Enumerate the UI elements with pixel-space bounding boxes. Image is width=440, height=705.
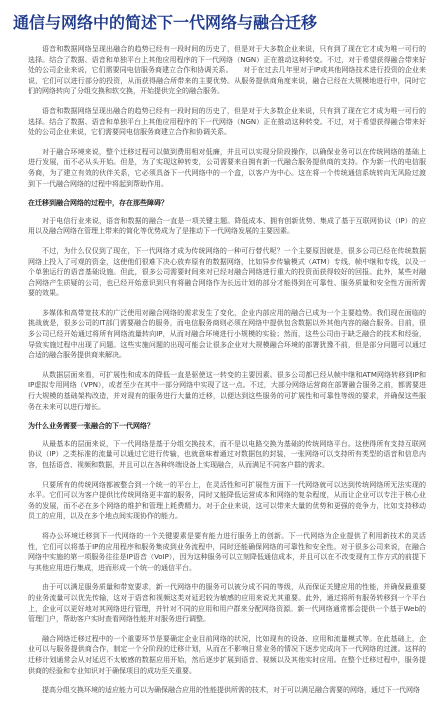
section-heading: 在迁移到融合网络的过程中，存在那些障碍？ [28, 199, 168, 208]
document-title: 通信与网络中的简述下一代网络与融合迁移 [13, 13, 318, 32]
body-paragraph: 只要所有的传统网络都被整合到一个统一的平台上，在灵活性和可扩展性方面下一代网络就可以达到传统网络所无法实现的水平。它们可以为客户提供比传统网络更丰富的服务，同时又能降低运营成本和网络的复杂程度，从而让企业可以专注于核心业务的发展，而不必在多个网络的维护和管理上耗费精力。对于企业来说，这可以带来大量的优势和更强的竞争力，比如支持移动员工的应用，以及在多个地点间实现协作的能力。 [28, 480, 426, 521]
section-heading: 为什么业务需要一张融合的下一代网络？ [28, 422, 154, 431]
body-paragraph: 将办公环境迁移到下一代网络的一个关键要素是要有能力进行服务上的创新。下一代网络为企业提供了利用新技术的灵活性，它们可以将基于IP的应用程序和服务集成到业务流程中，同时还能确保网络的可靠性和安全性。对于很多公司来说，在融合网络中实施的第一项服务往往是IP语音（VoIP），因为这种服务可以立刻降低通信成本，并且可以在不改变现有工作方式的前提下与其他应用进行集成，进而形成一个统一的通信平台。 [28, 531, 426, 572]
body-paragraph: 语音和数据网络呈现出融合的趋势已经有一段时间的历史了，但是对于大多数企业来说，只有到了现在它才成为唯一可行的选择。结合了数据、语音和单独平台上其他应用程序的下一代网络（NGN）正在推动这种转变。不过，对于希望获得融合带来好处的公司企业来说，它们需要同电信服务商建立合作和协调关系。 [28, 106, 426, 137]
body-paragraph: 从数据层面来看，可扩展性和成本的降低一直是驱使这一转变的主要因素。很多公司都已经从帧中继和ATM网络转移到IP和IP虚拟专用网络（VPN），或者至少在其中一部分网络中实现了这一点。不过，大部分网络运营商在部署融合服务之前，都需要进行大规模的基础架构改造，并对现有的服务进行大量的迁移，以便达到这些服务的可扩展性和可靠性等级的要求，并确保这些服务在未来可以进行增长。 [28, 370, 426, 411]
body-paragraph: 语音和数据网络呈现出融合的趋势已经有一段时间的历史了，但是对于大多数企业来说，只有到了现在它才成为唯一可行的选择。结合了数据、语音和单独平台上其他应用程序的下一代网络（NGN）正在推动这种转变。不过，对于希望获得融合带来好处的公司企业来说，它们需要同电信服务商建立合作和协调关系。 对于在过去几年里对于IP或其他网络技术进行投资的企业来说，它们可以进行部分的投资，从而获得融合所带来的主要优势。从服务提供商角度来说，融合已经在大规模地进行中，同时它们的网络转向了分组交换和软交换，开始提供完全的融合服务。 [28, 45, 426, 96]
body-paragraph: 从最基本的层面来说，下一代网络是基于分组交换技术，而不是以电路交换为基础的传统网络平台。这使得所有支持互联网协议（IP）之类标准的流量可以通过它进行传输，也就意味着通过对数据包的封装，一张网络可以支持所有类型的语音和信息内容，包括语音、视频和数据，并且可以在各种终端设备上实现融合，从而满足不同客户群的需求。 [28, 439, 426, 469]
body-paragraph: 对于融合环境来说，整个迁移过程可以做到费用相对低廉，并且可以实现分阶段操作，以确保业务可以在传统网络的基础上进行发展，而不必从头开始。但是，为了实现这种转变，公司需要来自拥有新一代融合服务提供商的支持。作为新一代的电信服务商，为了建立有效的伙伴关系，它必须具备下一代网络中的一个盒，以客户为中心。这在将一个传统通信系统转向无风险过渡到下一代融合网络的过程中将起到帮助作用。 [28, 147, 426, 188]
body-paragraph: 由于可以满足服务质量和带宽要求，新一代网络中的服务可以被分成不同的等级，从而保证关键应用的性能，并确保最重要的业务流量可以优先传输，这对于语音和视频这类对延迟较为敏感的应用来说尤其重要。此外，通过将所有服务转移到一个平台上，企业可以更好地对其网络进行管理，并针对不同的应用和用户群来分配网络资源。新一代网络通常都会提供一个基于Web的管理门户，帮助客户实时查看网络性能并对服务进行调整。 [28, 583, 426, 624]
body-paragraph: 对于电信行业来说，语音和数据的融合一直是一项关键主题。降低成本、拥有创新优势、集成了基于互联网协议（IP）的应用以及融合网络在管理上带来的简化等优势成为了是推动下一代网络发展的主要因素。 [28, 216, 426, 236]
body-paragraph: 提高分组交换环境的适应能力可以为确保融合应用的性能提供所需的技术，对于可以满足融合需要的网络，通过下一代网络 [42, 686, 420, 695]
document-body [28, 44, 426, 705]
body-paragraph: 融合网络迁移过程中的一个重要环节是要确定企业目前网络的状况，比如现有的设备、应用和流量模式等。在此基础上，企业可以与服务提供商合作，制定一个分阶段的迁移计划，从而在不影响日常业务的情况下逐步完成向下一代网络的过渡。这样的迁移计划通常会从对延迟不太敏感的数据应用开始，然后逐步扩展到语音、视频以及其他实时应用。在整个迁移过程中，服务提供商的经验和专业知识对于确保项目的成功至关重要。 [28, 634, 426, 675]
body-paragraph: 多媒体和高带宽技术的广泛使用对融合网络的需求发生了变化，企业内部应用的融合已成为一个主要趋势。我们现在面临的挑战就是，很多公司的IT部门需要融合的服务，而电信服务商则必须在网络中提供包含数据以外其他内容的融合服务。目前，很多公司已经开始通过将所有网络流量转向IP，从而对融合环境进行小规模的实验；然而，这些公司由于缺乏融合的技术和经验，导致实施过程中出现了问题。这些实施问题的出现可能会让很多企业对大规模融合环境的部署犹豫不前，但是部分问题可以通过合适的融合服务提供商来解决。 [28, 308, 426, 360]
body-paragraph: 不过，为什么仅仅到了现在，下一代网络才成为传统网络的一种可行替代呢？一个主要原因就是，很多公司已经在传统数据网络上投入了可观的资金，这使他们很难下决心放弃原有的数据网络，比如异步传输模式（ATM）专线、帧中继和专线，以及一个单独运行的语音基础设施。但此，很多公司需要时间来对已经对融合网络进行重大的投资而获得较好的回报。此外，某些对融合网络产生质疑的公司，也已经开始意识到只有将融合网络作为长远计划的部分才能得到在可靠性、服务质量和安全性方面所需要的效果。 [28, 246, 426, 298]
